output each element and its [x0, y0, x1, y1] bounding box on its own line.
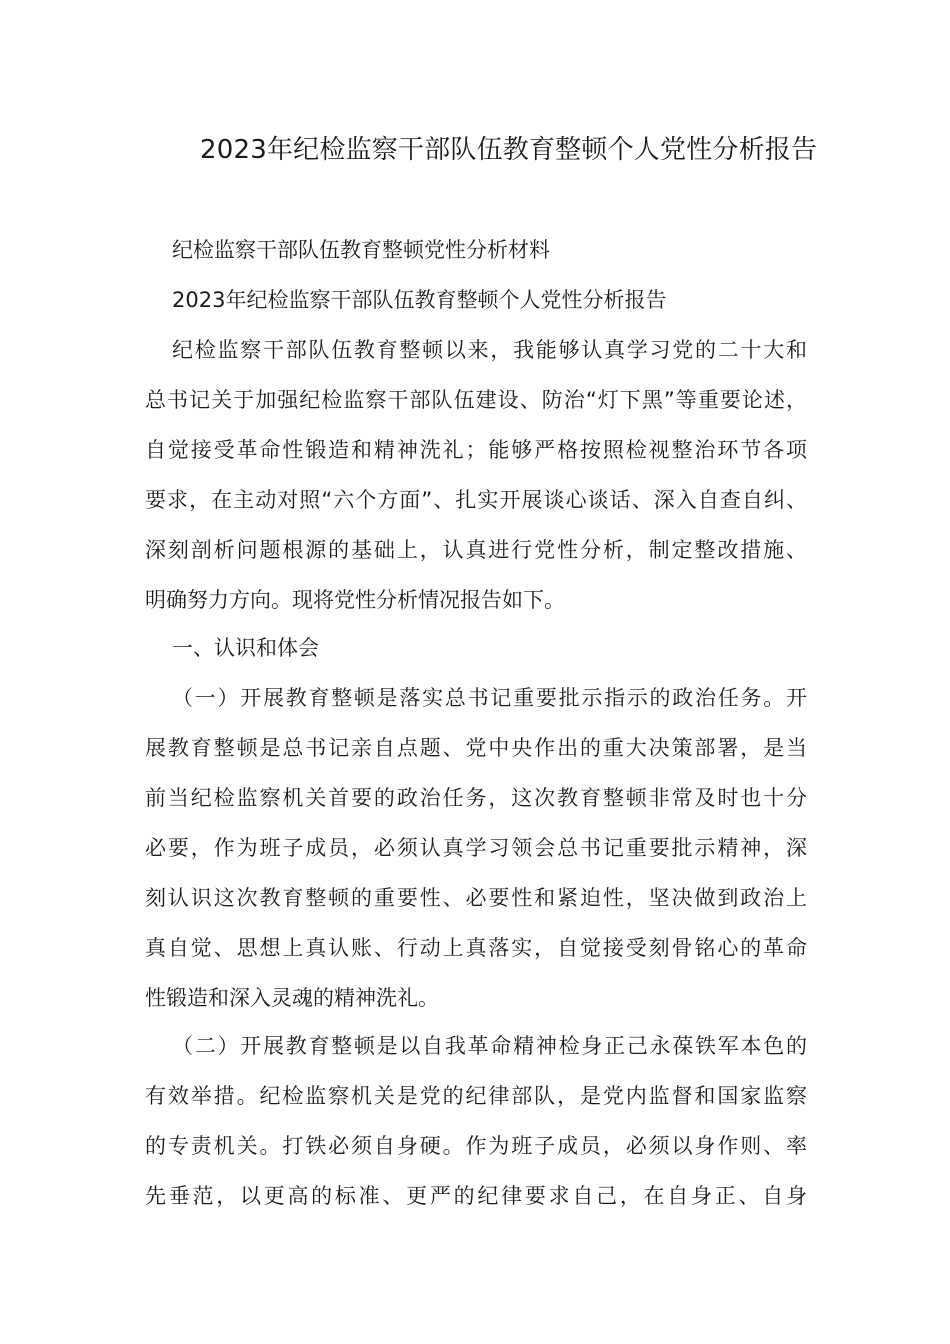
paragraph-line: 纪检监察干部队伍教育整顿以来，我能够认真学习党的二十大和 — [172, 338, 807, 362]
subtitle-line: 2023年纪检监察干部队伍教育整顿个人党性分析报告 — [172, 288, 667, 312]
paragraph-line: 总书记关于加强纪检监察干部队伍建设、防治“灯下黑”等重要论述， — [145, 388, 807, 412]
section-heading: 一、认识和体会 — [172, 636, 319, 660]
subtitle-line: 纪检监察干部队伍教育整顿党性分析材料 — [172, 238, 550, 262]
paragraph-line: 刻认识这次教育整顿的重要性、必要性和紧迫性，坚决做到政治上 — [145, 886, 807, 910]
paragraph-line: （一）开展教育整顿是落实总书记重要批示指示的政治任务。开 — [172, 686, 807, 710]
paragraph-line: 的专责机关。打铁必须自身硬。作为班子成员，必须以身作则、率 — [145, 1134, 807, 1158]
paragraph-line: 性锻造和深入灵魂的精神洗礼。 — [145, 986, 439, 1010]
paragraph-line: 展教育整顿是总书记亲自点题、党中央作出的重大决策部署，是当 — [145, 736, 807, 760]
paragraph-line: 深刻剖析问题根源的基础上，认真进行党性分析，制定整改措施、 — [145, 538, 807, 562]
paragraph-line: 真自觉、思想上真认账、行动上真落实，自觉接受刻骨铭心的革命 — [145, 936, 807, 960]
paragraph-line: 前当纪检监察机关首要的政治任务，这次教育整顿非常及时也十分 — [145, 786, 807, 810]
paragraph-line: 有效举措。纪检监察机关是党的纪律部队，是党内监督和国家监察 — [145, 1084, 807, 1108]
document-title: 2023年纪检监察干部队伍教育整顿个人党性分析报告 — [200, 135, 818, 165]
paragraph-line: 必要，作为班子成员，必须认真学习领会总书记重要批示精神，深 — [145, 836, 807, 860]
paragraph-line: 明确努力方向。现将党性分析情况报告如下。 — [145, 588, 565, 612]
paragraph-line: 自觉接受革命性锻造和精神洗礼；能够严格按照检视整治环节各项 — [145, 438, 807, 462]
paragraph-line: 先垂范，以更高的标准、更严的纪律要求自己，在自身正、自身 — [145, 1184, 807, 1208]
paragraph-line: （二）开展教育整顿是以自我革命精神检身正己永葆铁军本色的 — [172, 1034, 807, 1058]
paragraph-line: 要求，在主动对照“六个方面”、扎实开展谈心谈话、深入自查自纠、 — [145, 488, 807, 512]
